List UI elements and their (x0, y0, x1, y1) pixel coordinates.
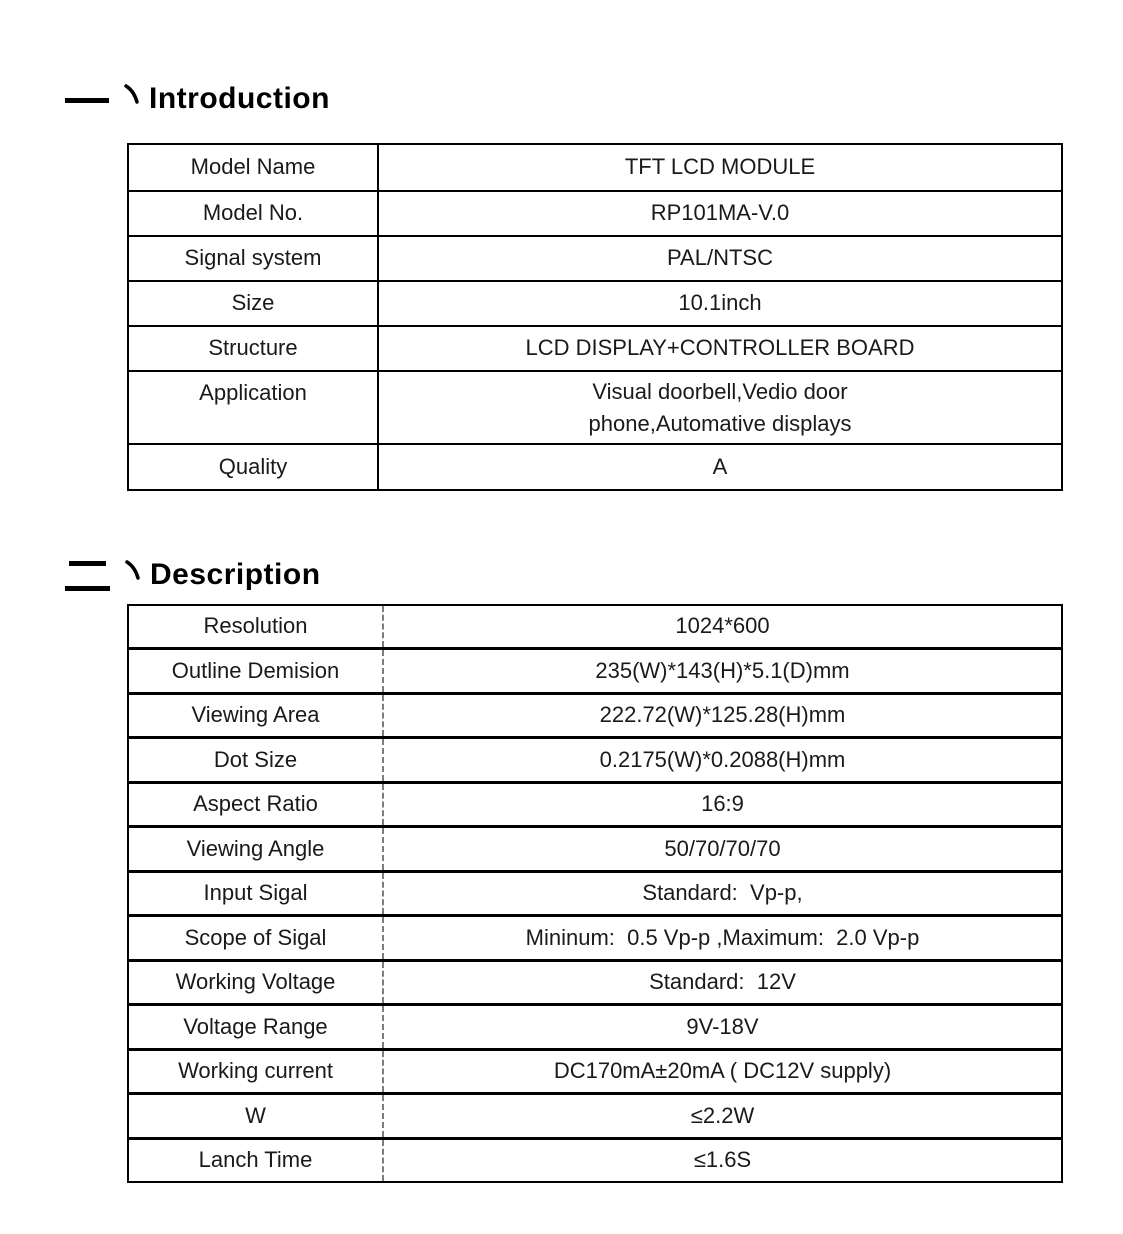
spec-value (377, 372, 1061, 443)
spec-label: Lanch Time (198, 1147, 313, 1173)
spec-value: 1024*600 (382, 606, 1061, 647)
table-row-outline-demision (129, 647, 1061, 691)
spec-label: Size (231, 290, 275, 316)
table-row-w (129, 1092, 1061, 1136)
table-row-application (129, 370, 1061, 443)
spec-label: Viewing Angle (186, 835, 325, 861)
spec-label: Dot Size (213, 746, 298, 772)
spec-label: Working Voltage (175, 969, 336, 995)
spec-value: ≤1.6S (382, 1140, 1061, 1181)
section-heading-description (65, 552, 321, 598)
spec-value: 0.2175(W)*0.2088(H)mm (382, 739, 1061, 780)
table-row-viewing-angle (129, 825, 1061, 869)
spec-value: PAL/NTSC (377, 237, 1061, 280)
table-row-size (129, 280, 1061, 325)
spec-label: Voltage Range (183, 1013, 328, 1039)
spec-label: W (245, 1102, 266, 1128)
table-row-lanch-time (129, 1137, 1061, 1181)
spec-label: Model Name (190, 154, 316, 180)
chinese-numeral-one-glyph (65, 98, 109, 103)
spec-label: Application (199, 380, 307, 405)
table-row-viewing-area (129, 692, 1061, 736)
spec-label: Outline Demision (171, 657, 340, 683)
table-row-model-name (129, 145, 1061, 190)
spec-value: 50/70/70/70 (382, 828, 1061, 869)
table-row-resolution (129, 606, 1061, 647)
spec-value: DC170mA±20mA ( DC12V supply) (382, 1051, 1061, 1092)
table-row-scope-of-sigal (129, 914, 1061, 958)
spec-label: Structure (208, 335, 298, 361)
spec-label: Working current (178, 1058, 333, 1084)
ideographic-comma-icon (123, 83, 141, 105)
table-row-working-current (129, 1048, 1061, 1092)
spec-label: Scope of Sigal (184, 924, 327, 950)
spec-value: A (377, 445, 1061, 489)
application-value (589, 376, 852, 440)
table-row-quality (129, 443, 1061, 489)
spec-value: ≤2.2W (382, 1095, 1061, 1136)
section-heading-introduction (65, 76, 330, 122)
spec-label: Signal system (184, 245, 322, 271)
application-value-line2: phone,Automative displays (588, 410, 852, 436)
section-title: Introduction (149, 82, 330, 115)
spec-label: Model No. (202, 200, 304, 226)
introduction-table (127, 143, 1063, 491)
spec-value: LCD DISPLAY+CONTROLLER BOARD (377, 327, 1061, 370)
table-row-voltage-range (129, 1003, 1061, 1047)
spec-value: Mininum: 0.5 Vp-p ,Maximum: 2.0 Vp-p (382, 917, 1061, 958)
application-value-line1: Visual doorbell,Vedio door (592, 378, 848, 404)
description-table (127, 604, 1063, 1183)
spec-label: Resolution (203, 613, 308, 639)
table-row-signal-system (129, 235, 1061, 280)
spec-value: TFT LCD MODULE (377, 145, 1061, 190)
spec-value: Standard: Vp-p, (382, 873, 1061, 914)
spec-value: 16:9 (382, 784, 1061, 825)
spec-label: Input Sigal (203, 880, 308, 906)
spec-label: Quality (218, 453, 288, 479)
section-title: Description (150, 558, 321, 591)
spec-value: 235(W)*143(H)*5.1(D)mm (382, 650, 1061, 691)
chinese-numeral-two-glyph (65, 561, 110, 591)
spec-label: Aspect Ratio (193, 791, 318, 817)
table-row-input-sigal (129, 870, 1061, 914)
table-row-dot-size (129, 736, 1061, 780)
table-row-model-no (129, 190, 1061, 235)
spec-value: 9V-18V (382, 1006, 1061, 1047)
table-row-working-voltage (129, 959, 1061, 1003)
spec-value: RP101MA-V.0 (377, 192, 1061, 235)
ideographic-comma-icon (124, 559, 142, 581)
spec-value: 222.72(W)*125.28(H)mm (382, 695, 1061, 736)
table-row-aspect-ratio (129, 781, 1061, 825)
spec-value: Standard: 12V (382, 962, 1061, 1003)
spec-label: Viewing Area (191, 702, 320, 728)
spec-value: 10.1inch (377, 282, 1061, 325)
table-row-structure (129, 325, 1061, 370)
